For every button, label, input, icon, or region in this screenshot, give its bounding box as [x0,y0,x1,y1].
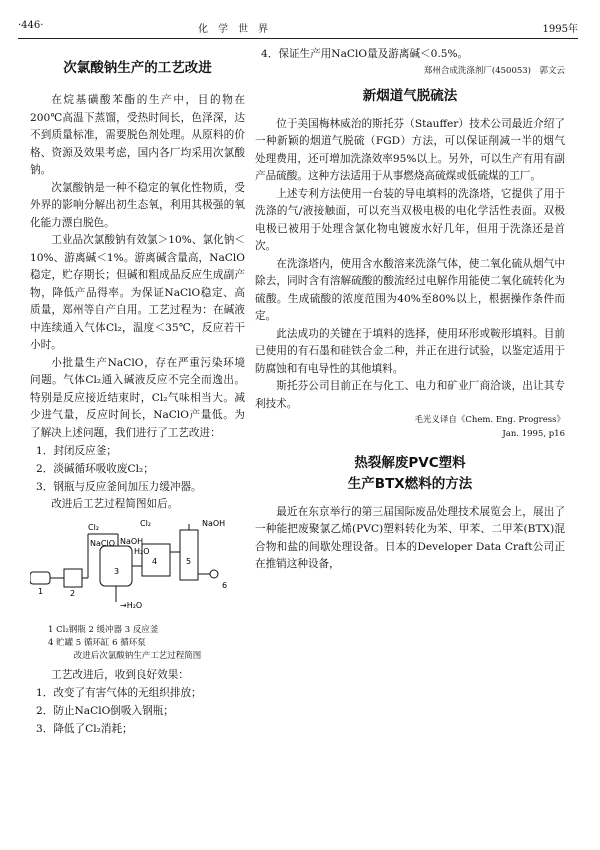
paragraph: 在烷基磺酸苯酯的生产中，目的物在200℃高温下蒸馏，受热时间长，色泽深，达不到质量标准，需要脱色剂处理。从原料的价格、资源及效果考虑，国内各厂均采用次氯酸钠。 [30,94,245,177]
effects-list [30,684,245,738]
paragraph: 上述专利方法使用一台装的导电填料的洗涤塔，它提供了用于洗涤的气/液接触面，可以充当双极电极的电化学活性表面。双极电极已被用于处理含氯化物电镀废水好几年，但用于洗涤还是首次。 [255,187,565,253]
list-item: 3．钢瓶与反应釜间加压力缓冲器。 [36,481,202,494]
paragraph: 位于美国梅林威治的斯托芬（Stauffer）技术公司最近介绍了一种新颖的烟道气脱硫（FGD）方法，可以保证削减一半的烟气处理费用，还可增加洗涤效率95%以上。另外，可以生产有用有副产品硫酸。这种方法适用于从事燃烧高硫煤或低硫煤的工厂。 [255,117,565,183]
buffer-shape [64,569,82,587]
label-cl2-a: Cl₂ [88,522,100,532]
paragraph: 工业品次氯酸钠有效氯＞10%、氯化钠＜10%、游离碱＜1%。游离碱含量高，NaClO稳定，贮存期长；但碱和粗成品反应生成副产物，降低产品得率。为保证NaClO稳定、高质量，郑州等自产自用。工艺过程为：在碱液中连续通入气体Cl₂，温度＜35℃，反应若干小时。 [30,234,245,352]
translator-credit: 毛光义译自《Chem. Eng. Progress》 [414,415,565,426]
journal-name: 化学世界 [198,24,278,35]
list-item: 2．防止NaClO倒吸入钢瓶； [36,705,174,718]
cl2-cylinder-shape [30,572,50,584]
paragraph: 斯托芬公司目前正在与化工、电力和矿业厂商洽谈，出让其专利技术。 [255,380,565,410]
num-5: 5 [186,556,192,566]
paragraph: 工艺改进后，收到良好效果： [51,668,189,681]
circulation-tank-shape [180,530,198,580]
article-title-fgd: 新烟道气脱硫法 [362,87,458,104]
article-title-pvc-line1: 热裂解废PVC塑料 [354,455,466,472]
num-4: 4 [152,556,158,566]
issue-year: 1995年 [542,24,578,35]
author-signature: 郑州合成洗涤剂厂(450053) 郭文云 [423,65,565,76]
label-naoh-b: NaOH [120,536,144,546]
list-item: 1．封闭反应釜； [36,445,117,458]
source-date: Jan. 1995, p16 [502,429,565,440]
reactor-shape [100,546,132,586]
pump-shape [210,570,218,578]
paragraph: 小批量生产NaClO，存在严重污染环境问题。气体Cl₂通入碱液反应不完全而逸出。特别是反应接近结束时，Cl₂气味相当大。减少进气量，反应时间长，NaClO产量低。为了解决上述问题，我们进行了工艺改进： [30,356,245,439]
header-rule [18,38,578,39]
label-h2o-out: →H₂O [120,600,143,610]
list-item: 3．降低了Cl₂消耗； [36,723,133,736]
num-6: 6 [222,580,228,590]
article-title-pvc-line2: 生产BTX燃料的方法 [347,475,473,492]
label-naoh-a: NaOH [202,518,226,528]
diagram-legend-row1: 1 Cl₂钢瓶 2 缓冲器 3 反应釜 [48,624,159,635]
list-item: 2．淡碱循环吸收废Cl₂； [36,463,154,476]
paragraph: 改进后工艺过程简图如后。 [51,498,179,511]
paragraph: 此法成功的关键在于填料的选择，使用环形或鞍形填料。目前已使用的有石墨和硅铁合金二种，并正在进行试验，以鉴定适用于防腐蚀和有电导性的其他填料。 [255,327,565,375]
label-naclo: NaClO [90,538,115,548]
page-header [18,20,578,36]
list-item: 1．改变了有害气体的无组织排放； [36,687,202,700]
list-item-4: 4．保证生产用NaClO量及游离碱＜0.5%。 [261,48,469,60]
diagram-legend-row2: 4 贮罐 5 循环缸 6 循环泵 [48,637,146,648]
process-diagram [30,516,245,624]
paragraph: 在洗涤塔内，使用含水酸溶来洗涤气体，使二氧化硫从烟气中除去，同时含有溶解硫酸的酸流经过电解作用能使二氧化硫转化为硫酸。生成硫酸的浓度范围为40%至80%以上，根据操作条件而定。 [255,257,565,323]
num-1: 1 [38,586,44,596]
paragraph: 最近在东京举行的第三届国际废品处理技术展览会上，展出了一种能把废聚氯乙烯(PVC)塑料转化为苯、甲苯、二甲苯(BTX)混合物和盐的间歇处理设备。日本的Developer Data Craft公司正在推销这种设备， [255,505,565,571]
page-number: ·446· [18,20,44,31]
label-h2o: H₂O [134,546,150,556]
left-column [30,46,245,738]
article-title-naclo: 次氯酸钠生产的工艺改进 [63,60,212,76]
paragraph: 次氯酸钠是一种不稳定的氧化性物质，受外界的影响分解出初生态氧，利用其极强的氧化能力漂白脱色。 [30,181,245,229]
num-2: 2 [70,588,76,598]
right-column [255,46,565,574]
improvement-list [30,442,245,496]
num-3: 3 [114,566,120,576]
label-cl2-b: Cl₂ [140,518,152,528]
diagram-caption: 改进后次氯酸钠生产工艺过程简图 [73,650,202,661]
